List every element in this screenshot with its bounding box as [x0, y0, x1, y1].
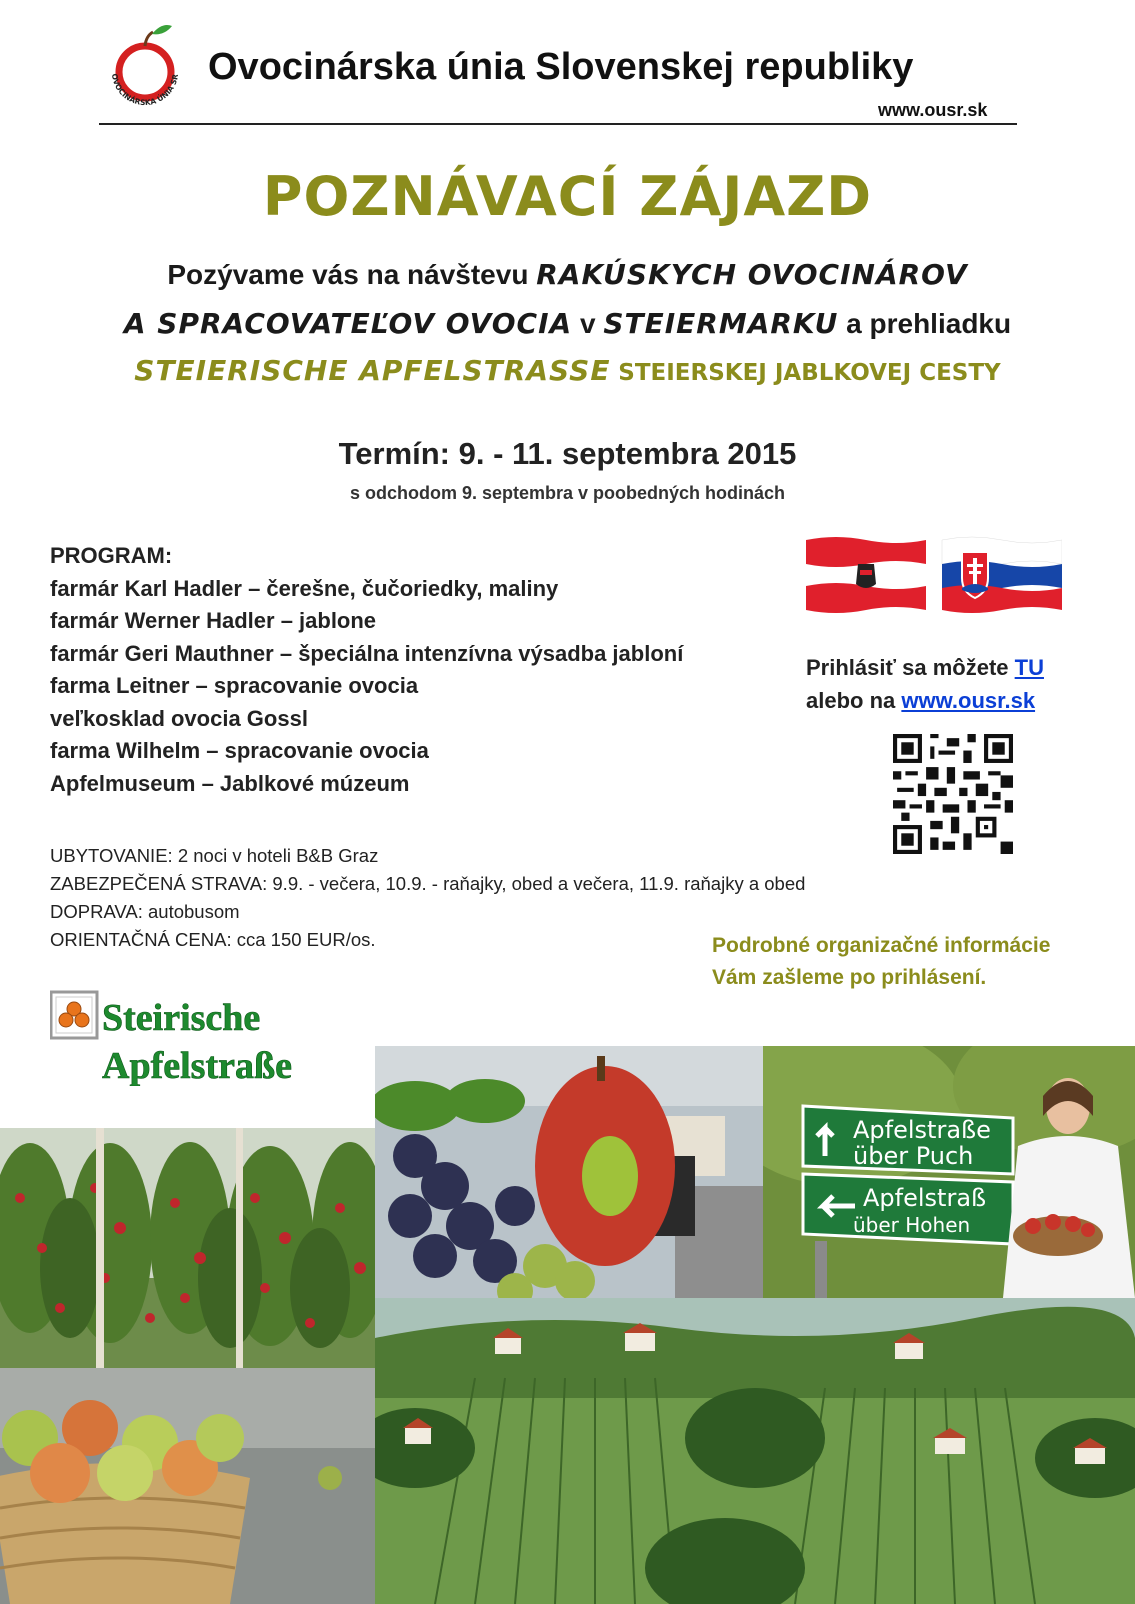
- flags-image: [806, 534, 1062, 616]
- invite-line-1: [0, 258, 1135, 291]
- sign-2-line-2: über Hohen: [853, 1213, 971, 1237]
- header-divider: [99, 123, 1017, 125]
- program-item: farma Wilhelm – spracovanie ovocia: [50, 738, 429, 763]
- info-transport: DOPRAVA: autobusom: [50, 901, 240, 922]
- orchard-photo: [0, 1128, 375, 1368]
- slovakia-flag-icon: [942, 537, 1062, 613]
- logo-ring-text: OVOCINÁRSKA ÚNIA SR: [109, 72, 181, 108]
- program-item: farmár Karl Hadler – čerešne, čučoriedky, maliny: [50, 575, 559, 601]
- organization-note-line-2: Vám zašleme po prihlásení.: [712, 966, 987, 989]
- program-item: farma Leitner – spracovanie ovocia: [50, 673, 419, 698]
- qr-code[interactable]: [893, 734, 1013, 854]
- apfel-logo-line-2: Apfelstraße: [102, 1045, 292, 1086]
- ousr-logo: [100, 20, 190, 116]
- invite-line-2-highlight-a: A SPRACOVATEĽOV OVOCIA: [123, 307, 573, 340]
- invite-line-1-plain: Pozývame vás na návštevu: [167, 259, 529, 290]
- program-heading: PROGRAM:: [50, 543, 173, 568]
- info-meals: ZABEZPEČENÁ STRAVA: 9.9. - večera, 10.9. - raňajky, obed a večera, 11.9. raňajky a obed: [50, 873, 806, 894]
- program-item: farmár Geri Mauthner – špeciálna intenzívna výsadba jabloní: [50, 640, 684, 666]
- signup-block: [806, 651, 1044, 717]
- fruit-parade-photo: [375, 1046, 763, 1298]
- page-title: POZNÁVACÍ ZÁJAZD: [262, 165, 873, 228]
- invite-line-2-highlight-b: STEIERMARKU: [603, 307, 839, 340]
- invite-line-2: [0, 307, 1135, 340]
- apfelstrasse-sign-photo: [763, 1046, 1135, 1298]
- apfel-logo-line-1: Steirische: [102, 997, 261, 1039]
- info-price: ORIENTAČNÁ CENA: cca 150 EUR/os.: [50, 929, 376, 950]
- sign-1-line-2: über Puch: [853, 1142, 974, 1170]
- invite-line-1-highlight: RAKÚSKYCH OVOCINÁROV: [536, 258, 968, 291]
- signup-alt-text: alebo na: [806, 688, 896, 713]
- organization-note: [712, 930, 1050, 994]
- organization-name: Ovocinárska únia Slovenskej republiky: [208, 46, 914, 88]
- program-item: farmár Werner Hadler – jablone: [50, 608, 377, 633]
- invite-line-3-small: STEIERSKEJ JABLKOVEJ CESTY: [618, 360, 1001, 386]
- sign-2-line-1: Apfelstraß: [863, 1184, 987, 1212]
- info-accommodation: UBYTOVANIE: 2 noci v hoteli B&B Graz: [50, 845, 379, 866]
- program-item: veľkosklad ovocia Gossl: [50, 705, 308, 731]
- vineyard-landscape-photo: [375, 1298, 1135, 1604]
- term-date: Termín: 9. - 11. septembra 2015: [338, 436, 797, 471]
- program-item: Apfelmuseum – Jablkové múzeum: [50, 770, 410, 796]
- signup-here-link[interactable]: TU: [1014, 655, 1044, 680]
- invite-line-2-plain-a: v: [579, 308, 596, 339]
- signup-website-link[interactable]: www.ousr.sk: [901, 688, 1036, 713]
- austria-flag-icon: [806, 537, 926, 613]
- apple-basket-photo: [0, 1368, 375, 1604]
- sign-1-line-1: Apfelstraße: [853, 1116, 991, 1144]
- program-list: [50, 540, 683, 800]
- organization-url: www.ousr.sk: [878, 100, 988, 120]
- steirische-apfelstrasse-logo: [50, 990, 340, 1086]
- organization-note-line-1: Podrobné organizačné informácie: [712, 934, 1051, 957]
- invite-line-3: [0, 354, 1135, 387]
- term-departure: s odchodom 9. septembra v poobedných hodinách: [349, 483, 786, 503]
- signup-text: Prihlásiť sa môžete: [806, 655, 1009, 680]
- invite-line-3-highlight: STEIERISCHE APFELSTRASSE: [134, 354, 611, 387]
- invite-line-2-plain-b: a prehliadku: [846, 308, 1012, 339]
- trip-info: [50, 842, 805, 954]
